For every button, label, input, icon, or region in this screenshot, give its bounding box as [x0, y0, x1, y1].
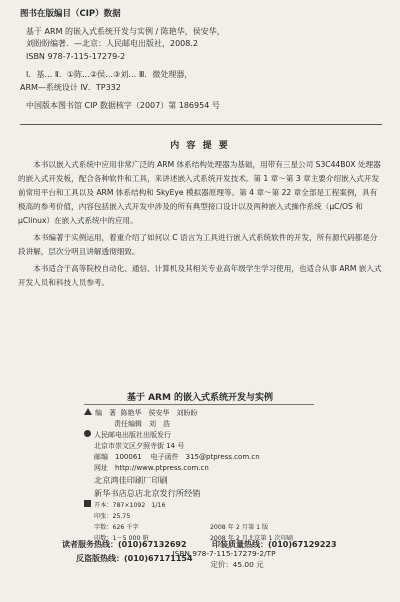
publisher-address: 北京市崇文区夕照寺街 14 号 [94, 442, 185, 450]
circle-mark-icon [84, 430, 91, 437]
distributor: 新华书店总店北京发行所经销 [94, 488, 201, 498]
format: 开本：787×1092 1/16 [94, 502, 166, 509]
website: 网址 http://www.ptpress.com.cn [94, 464, 209, 472]
piracy-hotline: (010)67171154 [124, 554, 193, 563]
piracy-hotline-label: 反盗版热线： [76, 554, 124, 563]
word-count: 字数：626 千字 [94, 524, 139, 531]
printer: 北京鸿佳印刷厂印刷 [94, 475, 168, 485]
print-count: 印数：1－5 000 册 [94, 535, 149, 542]
quality-hotline: (010)67129223 [268, 540, 337, 549]
editor: 责任编辑 刘 浩 [114, 420, 170, 428]
publisher: 人民邮电出版社出版发行 [94, 431, 171, 439]
cip-classification: ARM—系统设计 Ⅳ．TP332 [20, 82, 121, 92]
cip-record-number: 中国版本图书馆 CIP 数据核字（2007）第 186954 号 [26, 101, 220, 110]
quality-hotline-label: 印装质量热线： [212, 540, 268, 549]
email: 电子函件 315@ptpress.com.cn [150, 453, 260, 461]
service-hotline-label: 读者服务热线： [62, 540, 118, 549]
price: 定价：45.00 元 [210, 560, 264, 569]
divider [20, 124, 382, 125]
square-mark-icon [84, 500, 91, 507]
triangle-mark-icon [84, 408, 92, 415]
divider [84, 404, 314, 405]
summary-paragraph: 本书适合于高等院校自动化、通信、计算机及其相关专业高年级学生学习使用，也适合从事 ARM 嵌入式开发人员和科技人员参考。 [18, 264, 382, 287]
hotlines [62, 538, 352, 566]
cip-block [20, 8, 380, 113]
summary-title: 内 容 提 要 [170, 141, 230, 151]
summary-paragraph: 本书以嵌入式系统中应用非常广泛的 ARM 体系结构处理器为基础，用带有三星公司 S3C44B0X 处理器的嵌入式开发板，配合各种软件和工具，来讲述嵌入式系统开发技术。第 1 章～第 3 章主要介绍嵌入式开发前常用平台和工具以及 ARM 体系结构和 SkyEye 模拟器原理等。第 4 章～第 22 章全部是工程案例，具有极高的参考价值，内容包括嵌入式开发中涉及的所有典型接口设计以及两种嵌入式操作系统（μC/OS 和 μClinux）在嵌入式系统中的应用。 [18, 160, 381, 225]
cip-line: 基于 ARM 的嵌入式系统开发与实例 / 陈艳华，侯安华， [26, 26, 225, 36]
summary-paragraph: 本书编著于实例运用，着重介绍了如何以 C 语言为工具进行嵌入式系统软件的开发，所有源代码都是分段讲解，层次分明且讲解透彻细致。 [18, 233, 378, 256]
cip-isbn: ISBN 978-7-115-17279-2 [26, 51, 126, 61]
isbn: ISBN 978-7-115-17279-2/TP [172, 549, 276, 558]
printing: 2008 年 2 月北京第 1 次印刷 [210, 535, 293, 542]
colophon-book-title: 基于 ARM 的嵌入式系统开发与实例 [126, 393, 274, 403]
authors: 陈艳华 侯安华 刘盼盼 [120, 409, 198, 417]
edition: 2008 年 2 月第 1 版 [210, 524, 269, 531]
postcode: 邮编 100061 [94, 453, 142, 461]
cip-classification: Ⅰ．基… Ⅱ．①陈…②侯…③刘… Ⅲ．微处理器， [26, 70, 193, 79]
author-label: 编 著 [95, 409, 116, 417]
sheets: 印张：25.75 [94, 513, 131, 520]
summary-text [18, 158, 384, 293]
service-hotline: (010)67132692 [118, 540, 187, 549]
cip-line: 刘盼盼编著．—北京：人民邮电出版社，2008.2 [26, 39, 198, 48]
cip-header: 图书在版编目（CIP）数据 [20, 9, 121, 19]
